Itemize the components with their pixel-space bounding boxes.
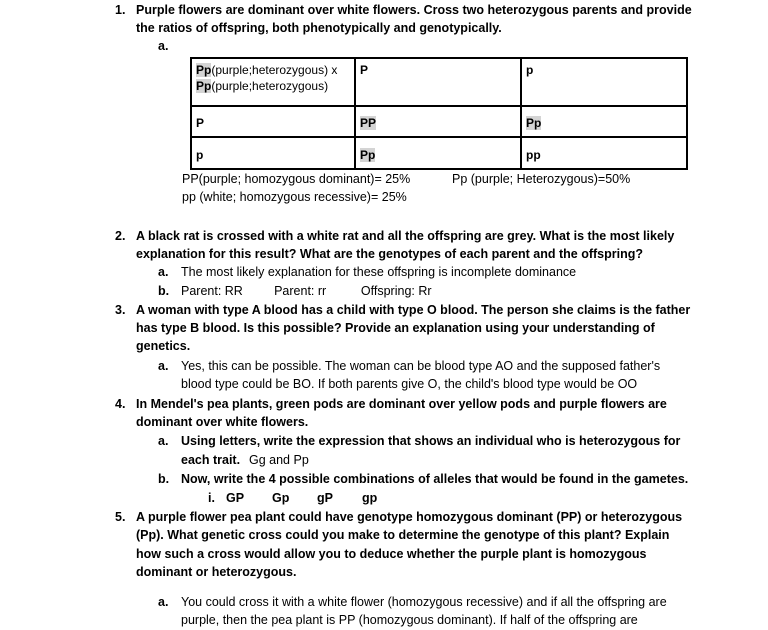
q2-b-label: b. xyxy=(158,284,170,298)
q4-a-text-line1: Using letters, write the expression that shows an individual who is heterozygous for xyxy=(181,434,681,448)
punnett-cell-PP xyxy=(355,106,521,137)
punnett-square xyxy=(190,57,688,170)
punnett-cell-pp: pp xyxy=(521,137,687,169)
q3-number: 3. xyxy=(115,303,126,317)
punnett-row-header-1: P xyxy=(191,106,355,137)
q2-text-line2: explanation for this result? What are the genotypes of each parent and the offspring? xyxy=(136,247,644,261)
q3-text-line1: A woman with type A blood has a child with type O blood. The person she claims is the father xyxy=(136,303,691,317)
ratio-pp-heterozygous: Pp (purple; Heterozygous)=50% xyxy=(452,172,631,186)
parent1-description: (purple;heterozygous) x xyxy=(211,63,338,77)
q4-a-label: a. xyxy=(158,434,169,448)
parent2-description: (purple;heterozygous) xyxy=(211,79,329,93)
q5-a-answer-line2: purple, then the pea plant is PP (homozygous dominant). If half of the offspring are xyxy=(181,613,638,627)
q3-a-answer-line2: blood type could be BO. If both parents give O, the child's blood type would be OO xyxy=(181,377,638,391)
q4-b-label: b. xyxy=(158,472,170,486)
q3-a-answer-line1: Yes, this can be possible. The woman can be blood type AO and the supposed father's xyxy=(181,359,661,373)
q3-text-line2: has type B blood. Is this possible? Provide an explanation using your understanding of xyxy=(136,321,655,335)
q2-b-answer: Parent: RR Parent: rr Offspring: Rr xyxy=(181,284,432,298)
parent2-genotype: Pp xyxy=(196,79,212,93)
gamete-2: Gp xyxy=(272,491,290,505)
q4-b-i-label: i. xyxy=(208,491,215,505)
gamete-4: gp xyxy=(362,491,378,505)
punnett-cell-Pp-bottom xyxy=(355,137,521,169)
punnett-cell-Pp-top-text: Pp xyxy=(526,116,542,130)
punnett-col-header-1: P xyxy=(355,58,521,106)
q4-text-line2: dominant over white flowers. xyxy=(136,415,309,429)
ratio-pp-recessive: pp (white; homozygous recessive)= 25% xyxy=(182,190,407,204)
q5-a-label: a. xyxy=(158,595,169,609)
q4-a-answer: Gg and Pp xyxy=(249,453,309,467)
q5-text-line1: A purple flower pea plant could have genotype homozygous dominant (PP) or heterozygous xyxy=(136,510,683,524)
q4-text-line1: In Mendel's pea plants, green pods are dominant over yellow pods and purple flowers are xyxy=(136,397,667,411)
gamete-3: gP xyxy=(317,491,333,505)
q3-a-label: a. xyxy=(158,359,169,373)
punnett-header-cell xyxy=(191,58,355,106)
ratio-pp-dominant: PP(purple; homozygous dominant)= 25% xyxy=(182,172,411,186)
q4-number: 4. xyxy=(115,397,126,411)
q5-a-answer-line1: You could cross it with a white flower (homozygous recessive) and if all the offspring are xyxy=(181,595,667,609)
q4-b-text: Now, write the 4 possible combinations of alleles that would be found in the gametes. xyxy=(181,472,689,486)
q1-sub-a-label: a. xyxy=(158,39,169,53)
q1-text-line2: the ratios of offspring, both phenotypically and genotypically. xyxy=(136,21,502,35)
punnett-cell-Pp-top xyxy=(521,106,687,137)
q2-a-label: a. xyxy=(158,265,169,279)
q2-text-line1: A black rat is crossed with a white rat and all the offspring are grey. What is the most likely xyxy=(136,229,675,243)
punnett-row-header-2: p xyxy=(191,137,355,169)
q5-text-line4: dominant or heterozygous. xyxy=(136,565,297,579)
q2-a-answer: The most likely explanation for these offspring is incomplete dominance xyxy=(181,265,577,279)
q5-number: 5. xyxy=(115,510,126,524)
q1-number: 1. xyxy=(115,3,126,17)
q1-text-line1: Purple flowers are dominant over white flowers. Cross two heterozygous parents and provide xyxy=(136,3,692,17)
punnett-cell-Pp-bottom-text: Pp xyxy=(360,148,376,162)
q5-text-line2: (Pp). What genetic cross could you make to determine the genotype of this plant? Explain xyxy=(136,528,670,542)
punnett-col-header-2: p xyxy=(521,58,687,106)
q4-a-text-line2: each trait. xyxy=(181,453,241,467)
punnett-cell-PP-text: PP xyxy=(360,116,377,130)
parent1-genotype: Pp xyxy=(196,63,212,77)
q2-number: 2. xyxy=(115,229,126,243)
q5-text-line3: how such a cross would allow you to deduce whether the purple plant is homozygous xyxy=(136,547,647,561)
q3-text-line3: genetics. xyxy=(136,339,191,353)
gamete-1: GP xyxy=(226,491,245,505)
